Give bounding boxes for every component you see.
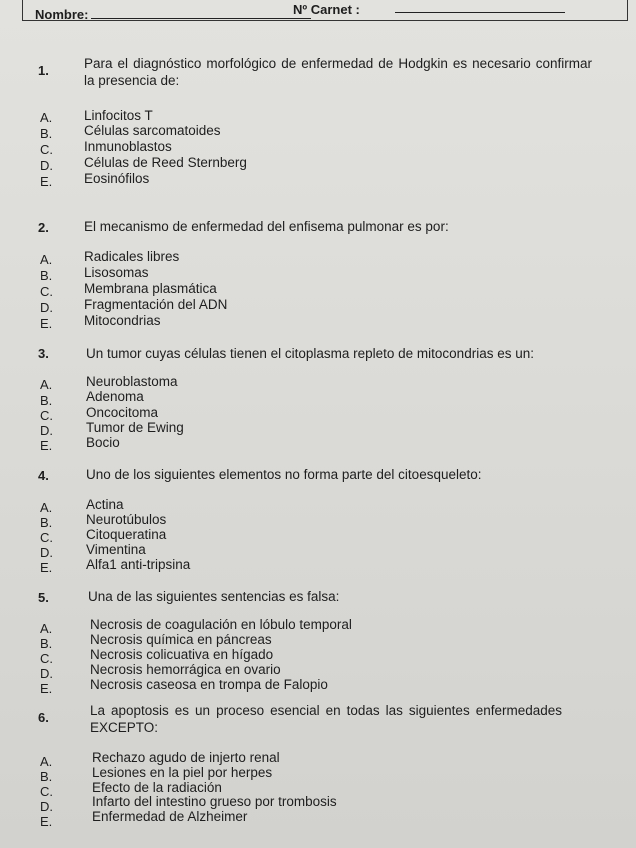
option-letter: A. — [40, 377, 53, 392]
option-letter: D. — [40, 423, 53, 438]
option-text: Vimentina — [86, 542, 146, 557]
question-number: 4. — [38, 468, 49, 483]
name-label: Nombre: — [35, 7, 89, 22]
option-text: Necrosis química en páncreas — [90, 632, 272, 647]
option-text: Eosinófilos — [84, 171, 150, 186]
option-text: Efecto de la radiación — [92, 780, 222, 795]
option-text: Inmunoblastos — [84, 139, 172, 154]
option-text: Lesiones en la piel por herpes — [92, 765, 273, 780]
option-letter: D. — [40, 545, 53, 560]
option-text: Células de Reed Sternberg — [84, 155, 247, 170]
question-text: Un tumor cuyas células tienen el citoplasma repleto de mitocondrias es un: — [86, 346, 534, 361]
option-text: Infarto del intestino grueso por trombosis — [92, 794, 337, 809]
option-text: Mitocondrias — [84, 313, 161, 328]
option-text: Oncocitoma — [86, 405, 159, 420]
option-letter: C. — [40, 408, 53, 423]
question-number: 2. — [38, 220, 49, 235]
option-letter: E. — [40, 438, 53, 453]
question-text: Uno de los siguientes elementos no forma parte del citoesqueleto: — [86, 467, 482, 482]
question-number: 5. — [38, 590, 49, 605]
option-text: Células sarcomatoides — [84, 123, 221, 138]
option-text: Citoqueratina — [86, 527, 167, 542]
question-text: Una de las siguientes sentencias es falsa: — [88, 589, 340, 604]
option-letter: A. — [40, 252, 53, 267]
option-text: Adenoma — [86, 389, 144, 404]
question-text: Para el diagnóstico morfológico de enfermedad de Hodgkin es necesario confirmar la presencia de: — [84, 56, 592, 88]
option-text: Bocio — [86, 435, 120, 450]
option-letter: A. — [40, 500, 53, 515]
question-number: 1. — [38, 63, 49, 78]
option-letter: B. — [40, 515, 53, 530]
option-text: Enfermedad de Alzheimer — [92, 809, 248, 824]
option-letter: B. — [40, 769, 53, 784]
option-text: Necrosis colicuativa en hígado — [90, 647, 274, 662]
carnet-blank-line — [395, 12, 565, 13]
option-text: Neurotúbulos — [86, 512, 167, 527]
student-header — [22, 0, 628, 21]
option-text: Radicales libres — [84, 249, 180, 264]
option-letter: A. — [40, 754, 53, 769]
option-letter: E. — [40, 814, 53, 829]
option-letter: D. — [40, 300, 53, 315]
option-letter: B. — [40, 126, 53, 141]
name-blank-line — [91, 18, 311, 19]
option-text: Necrosis caseosa en trompa de Falopio — [90, 677, 328, 692]
option-letter: B. — [40, 636, 53, 651]
option-letter: C. — [40, 284, 53, 299]
option-letter: C. — [40, 784, 53, 799]
option-text: Membrana plasmática — [84, 281, 217, 296]
option-letter: D. — [40, 158, 53, 173]
question-number: 3. — [38, 346, 49, 361]
option-text: Linfocitos T — [84, 108, 153, 123]
option-letter: D. — [40, 666, 53, 681]
option-letter: C. — [40, 142, 53, 157]
option-text: Alfa1 anti-tripsina — [86, 557, 191, 572]
option-letter: D. — [40, 799, 53, 814]
option-letter: B. — [40, 393, 53, 408]
option-letter: C. — [40, 651, 53, 666]
option-text: Necrosis de coagulación en lóbulo temporal — [90, 617, 352, 632]
question-text: El mecanismo de enfermedad del enfisema pulmonar es por: — [84, 219, 449, 234]
option-text: Neuroblastoma — [86, 374, 178, 389]
option-text: Fragmentación del ADN — [84, 297, 228, 312]
option-text: Tumor de Ewing — [86, 420, 184, 435]
option-letter: E. — [40, 174, 53, 189]
option-text: Lisosomas — [84, 265, 149, 280]
question-text: La apoptosis es un proceso esencial en todas las siguientes enfermedades EXCEPTO: — [90, 703, 562, 735]
option-text: Necrosis hemorrágica en ovario — [90, 662, 281, 677]
option-letter: B. — [40, 268, 53, 283]
option-letter: E. — [40, 560, 53, 575]
option-letter: E. — [40, 681, 53, 696]
option-text: Actina — [86, 497, 124, 512]
option-letter: A. — [40, 110, 53, 125]
option-text: Rechazo agudo de injerto renal — [92, 750, 280, 765]
question-number: 6. — [38, 710, 49, 725]
carnet-label: Nº Carnet : — [293, 2, 360, 17]
option-letter: A. — [40, 621, 53, 636]
option-letter: E. — [40, 316, 53, 331]
option-letter: C. — [40, 530, 53, 545]
